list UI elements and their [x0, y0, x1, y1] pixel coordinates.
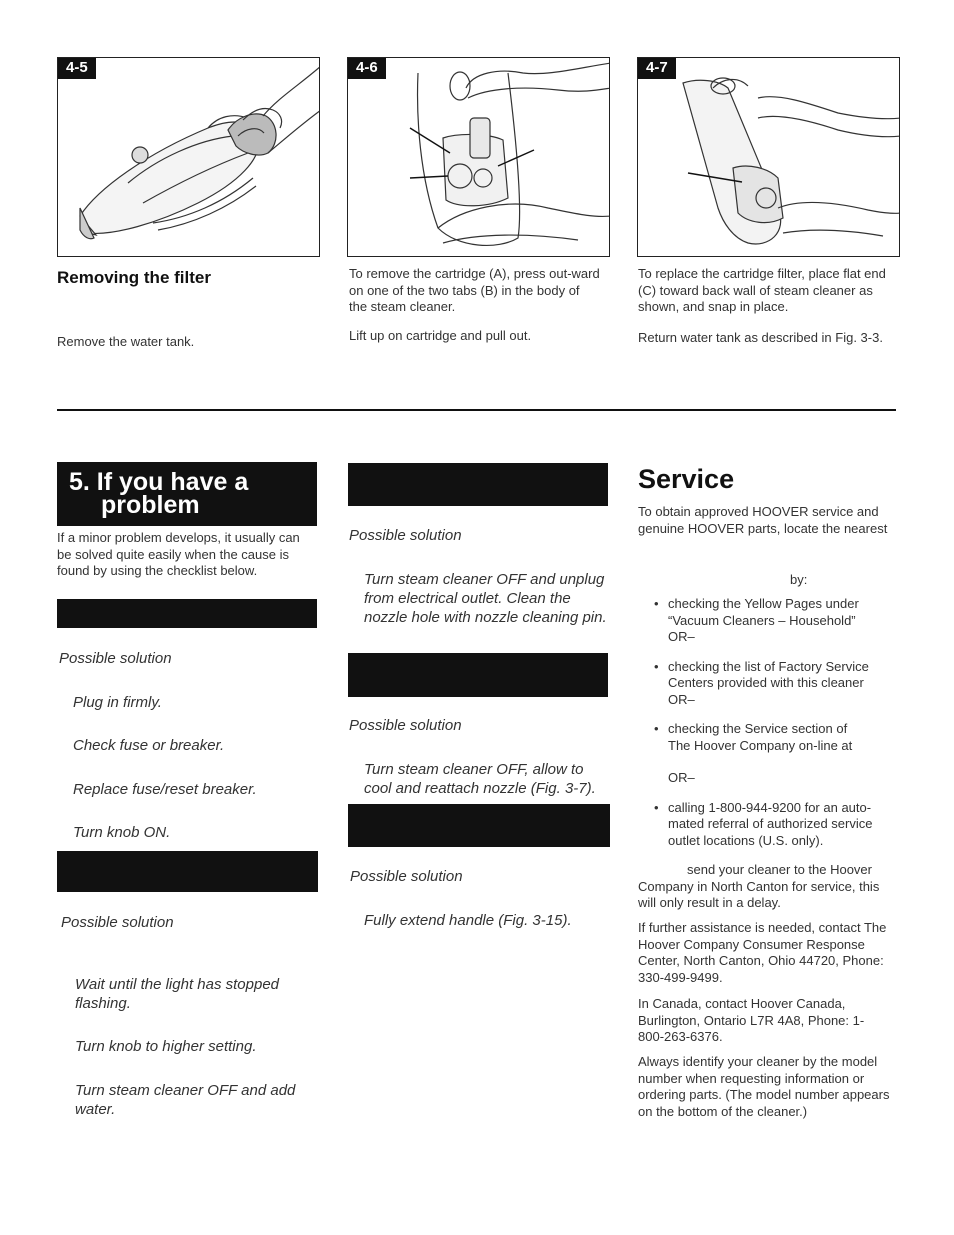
solution-item: Check fuse or breaker.	[73, 737, 225, 754]
service-option-line: • checking the Service section of	[668, 721, 848, 736]
service-option-line: “Vacuum Cleaners – Household”	[668, 612, 856, 628]
solution-item: Turn steam cleaner OFF and add water.	[75, 1082, 296, 1118]
cartridge-removal-illustration	[348, 58, 610, 257]
solution-item: Plug in firmly.	[73, 694, 162, 711]
problem-bar-5	[348, 804, 610, 847]
figure-4-7	[637, 57, 900, 257]
problem-title-line2: problem	[101, 491, 200, 519]
service-send-note	[638, 862, 894, 912]
service-option	[638, 721, 900, 787]
service-option-line: • checking the Yellow Pages under	[668, 596, 859, 611]
figure-tag: 4-7	[638, 58, 676, 79]
service-options-list	[638, 596, 900, 862]
service-option-line: Centers provided with this cleaner	[668, 675, 864, 690]
fig47-instruction: To replace the cartridge filter, place flat end (C) toward back wall of steam cleaner as shown, and snap in place.	[638, 266, 886, 314]
fig46-instruction: To remove the cartridge (A), press out-ward on one of the two tabs (B) in the body of the steam cleaner.	[349, 266, 600, 314]
possible-solution-label: Possible solution	[350, 868, 463, 885]
possible-solution-label: Possible solution	[349, 527, 462, 544]
service-identify-text: Always identify your cleaner by the model number when requesting information or ordering parts. (The model number appears on the bottom of the cleaner.)	[638, 1054, 890, 1119]
service-option-line: OR–	[668, 770, 695, 785]
service-by: by:	[790, 572, 808, 587]
solution-item: Replace fuse/reset breaker.	[73, 781, 257, 798]
solution-item: Turn steam cleaner OFF, allow to cool and reattach nozzle (Fig. 3-7).	[364, 761, 596, 797]
service-option	[638, 596, 900, 646]
service-option-line: mated referral of authorized service	[668, 816, 873, 831]
service-title: Service	[638, 464, 735, 494]
problem-title-line1: 5. If you have a	[69, 468, 249, 496]
solution-item: Turn steam cleaner OFF and unplug from electrical outlet. Clean the nozzle hole with nozzle cleaning pin.	[364, 571, 607, 626]
service-option-line: • checking the list of Factory Service	[668, 658, 869, 674]
problem-bar-2	[57, 851, 318, 892]
problem-bar-3	[348, 463, 608, 506]
service-option-line: outlet locations (U.S. only).	[668, 832, 824, 848]
solution-item: Fully extend handle (Fig. 3-15).	[364, 912, 572, 929]
removing-filter-heading: Removing the filter	[57, 268, 211, 287]
possible-solution-label: Possible solution	[61, 914, 174, 931]
service-intro: To obtain approved HOOVER service and genuine HOOVER parts, locate the nearest	[638, 504, 888, 536]
figure-4-6	[347, 57, 610, 257]
solution-item: Wait until the light has stopped flashing.	[75, 976, 280, 1012]
removing-step-text: Remove the water tank.	[57, 334, 195, 349]
steam-cleaner-illustration-4-5	[58, 58, 320, 257]
problem-bar-4	[348, 653, 608, 697]
service-option-line: OR–	[668, 629, 695, 644]
problem-bar-1	[57, 599, 317, 628]
service-option-line: • calling 1-800-944-9200 for an auto-	[668, 799, 872, 815]
figure-tag: 4-6	[348, 58, 386, 79]
figure-4-5	[57, 57, 320, 257]
service-identify	[638, 1054, 896, 1120]
service-option	[638, 800, 900, 850]
service-option-line: The Hoover Company on-line at	[668, 737, 853, 753]
service-send-text: send your cleaner to the Hoover Company in North Canton for service, this will only result in a delay.	[638, 862, 880, 910]
service-option-line: OR–	[668, 691, 695, 707]
possible-solution-label: Possible solution	[349, 717, 462, 734]
figure-tag: 4-5	[58, 58, 96, 79]
section-divider	[57, 409, 896, 411]
service-option	[638, 659, 900, 709]
service-canada: In Canada, contact Hoover Canada, Burlington, Ontario L7R 4A8, Phone: 1-800-263-6376.	[638, 996, 865, 1044]
possible-solution-label: Possible solution	[59, 650, 172, 667]
solution-item: Turn knob to higher setting.	[75, 1038, 257, 1055]
problem-intro: If a minor problem develops, it usually can be solved quite easily when the cause is found by using the checklist below.	[57, 530, 300, 578]
problem-title-box	[57, 462, 317, 526]
service-further-assistance: If further assistance is needed, contact The Hoover Company Consumer Response Center, North Canton, Ohio 44720, Phone: 330-499-9499.	[638, 920, 887, 985]
cartridge-replace-illustration	[638, 58, 900, 257]
fig47-instruction-2: Return water tank as described in Fig. 3-3.	[638, 330, 883, 345]
solution-item: Turn knob ON.	[73, 824, 171, 841]
fig46-instruction-2: Lift up on cartridge and pull out.	[349, 328, 532, 343]
